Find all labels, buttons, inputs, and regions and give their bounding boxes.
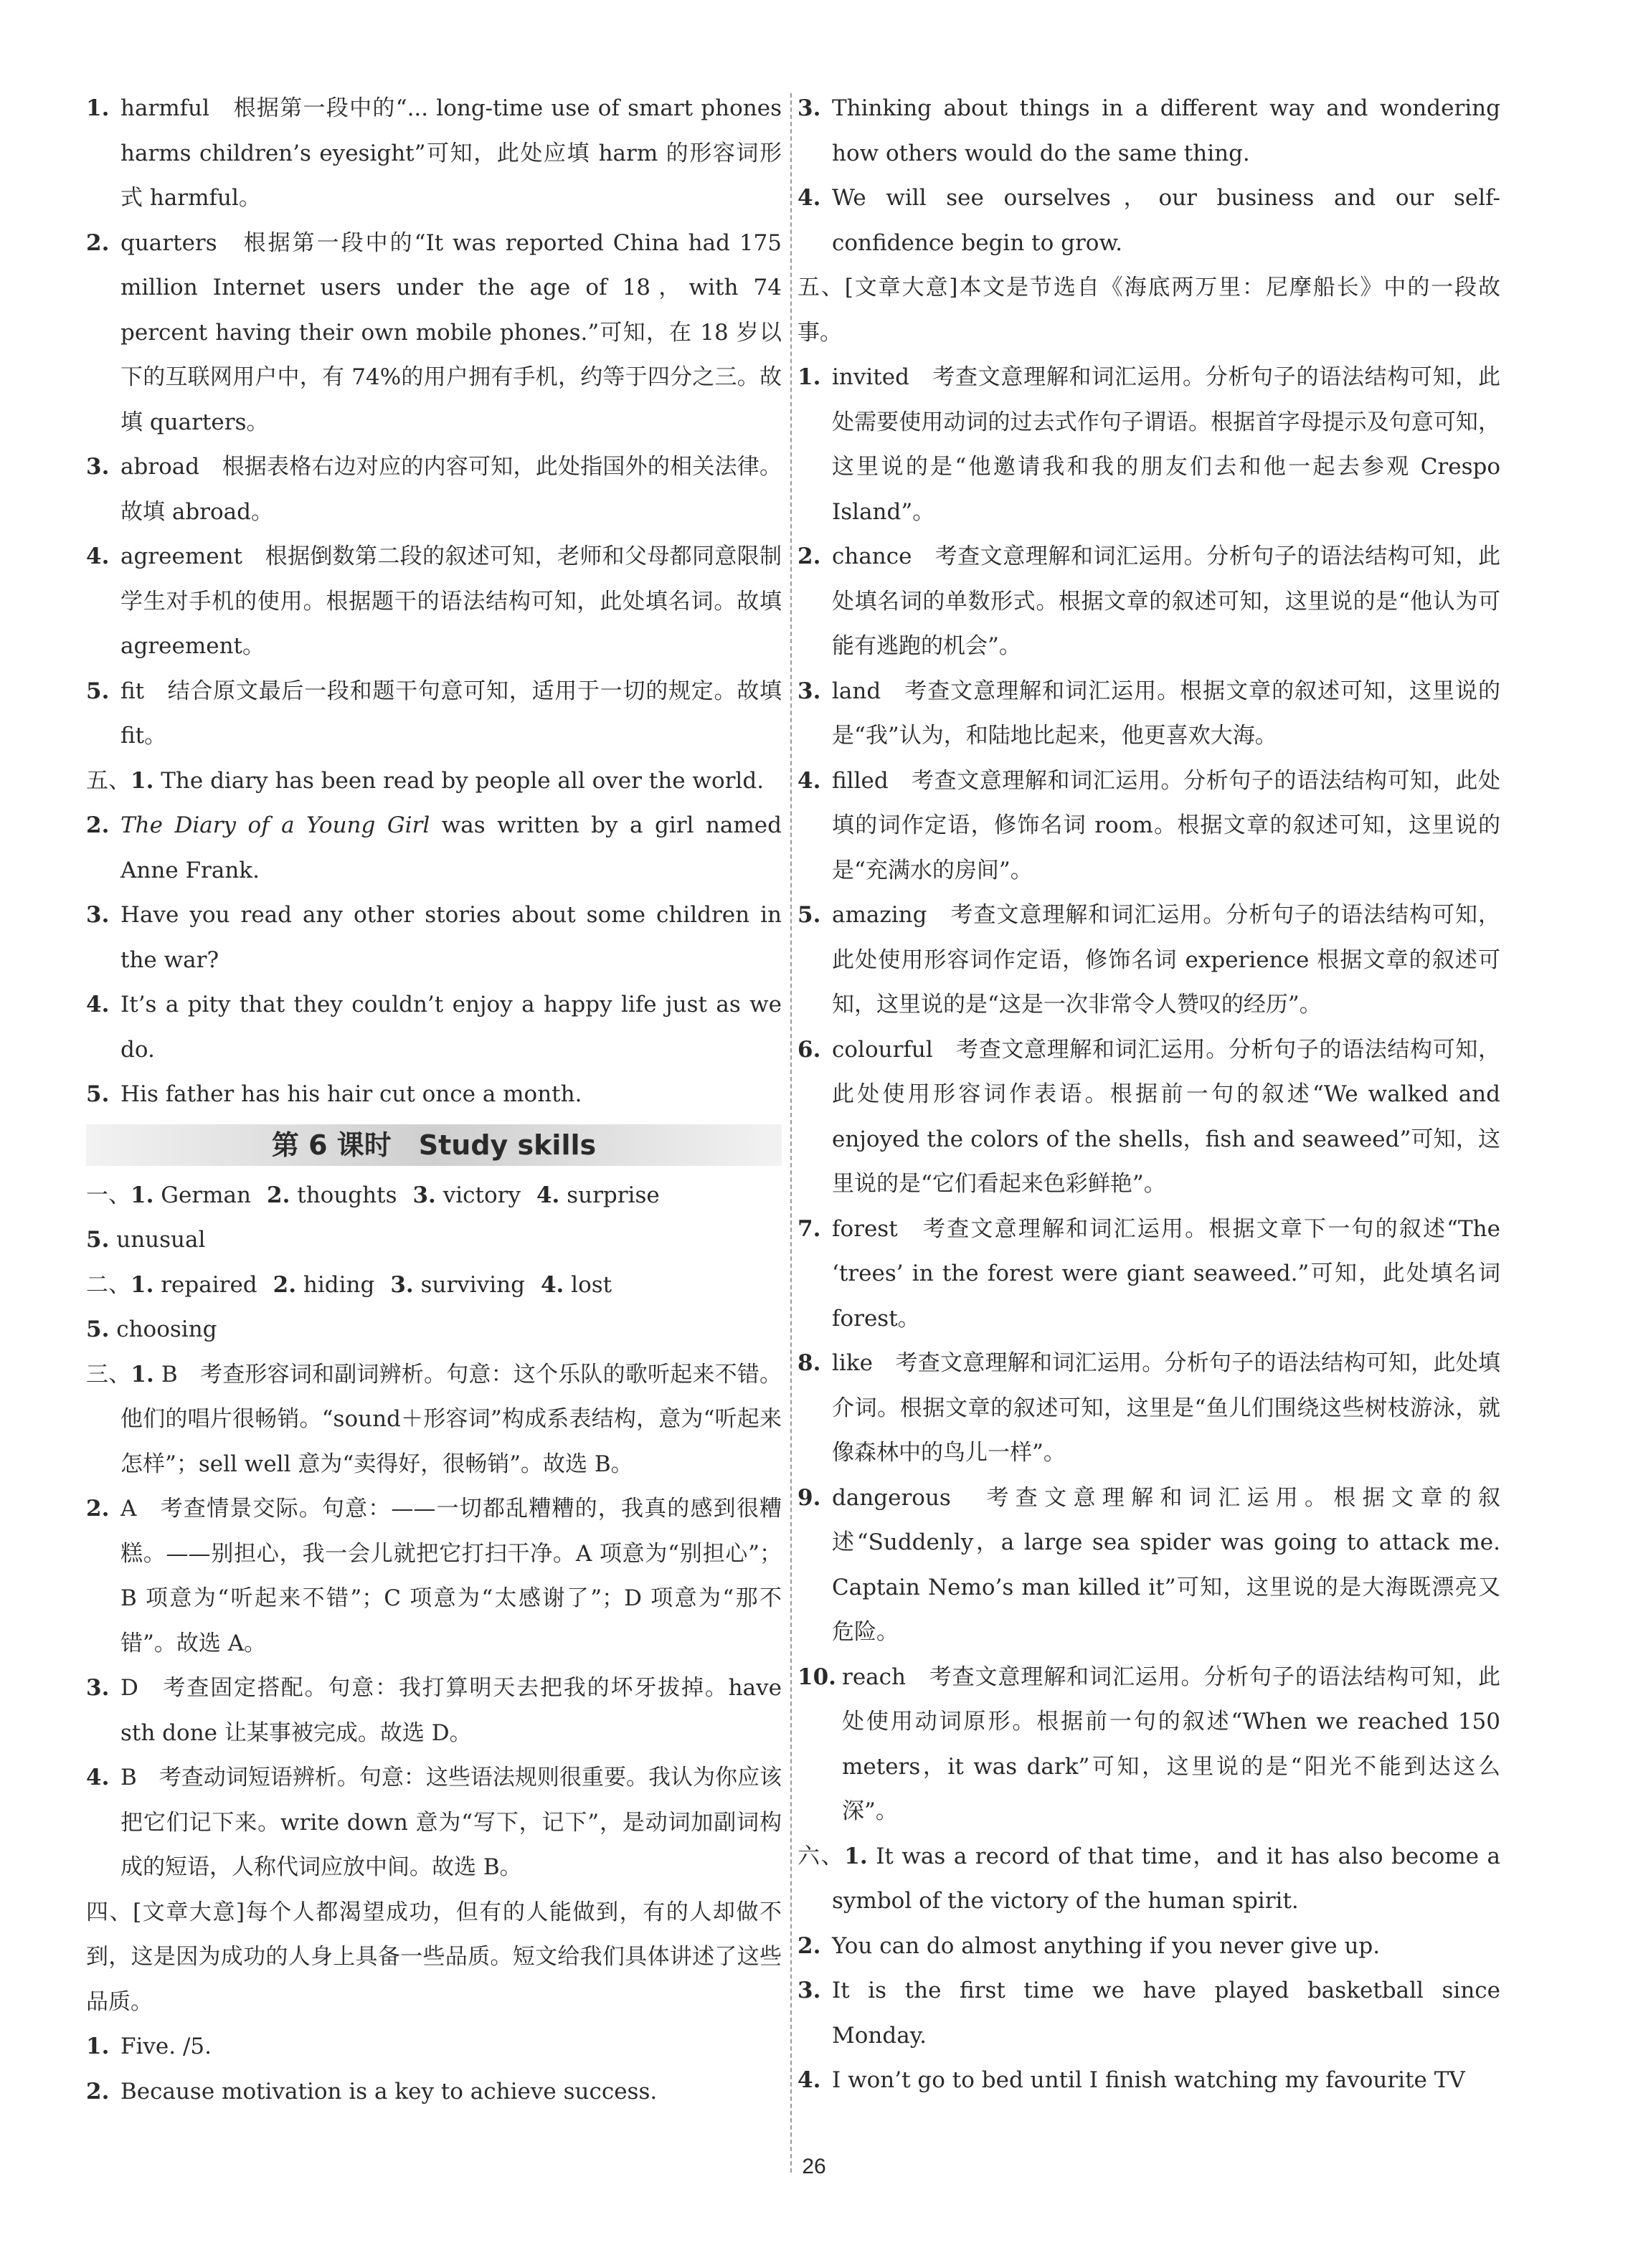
answer-item: 5. His father has his hair cut once a month. (86, 1081, 582, 1107)
section-five-first: 五、1. The diary has been read by people all over the world. (86, 767, 765, 794)
answer-item: 2. chance 考查文意理解和词汇运用。分析句子的语法结构可知，此处填名词的单数形式。根据文章的叙述可知，这里说的是“他认为可能有逃跑的机会”。 (798, 544, 1500, 659)
answer-item: 7. forest 考查文意理解和词汇运用。根据文章下一句的叙述“The ‘trees’ in the forest were giant seaweed.”可知，此处填名词 forest。 (798, 1215, 1500, 1332)
section-five-intro: 五、[文章大意]本文是节选自《海底两万里：尼摩船长》中的一段故事。 (798, 275, 1500, 346)
answer-item: 2. Because motivation is a key to achieve success. (86, 2078, 658, 2105)
answer-item: 6. colourful 考查文意理解和词汇运用。分析句子的语法结构可知，此处使用形容词作表语。根据前一句的叙述“We walked and enjoyed the colors of the shells，fish and seaweed”可知，这里说的是“它们看起来色彩鲜艳”。 (798, 1036, 1500, 1197)
answer-item: 3. It is the first time we have played basketball since Monday. (798, 1978, 1500, 2049)
answer-item: 3. D 考查固定搭配。句意：我打算明天去把我的坏牙拔掉。have sth done 让某事被完成。故选 D。 (86, 1675, 782, 1746)
answer-item: 4. agreement 根据倒数第二段的叙述可知，老师和父母都同意限制学生对手机的使用。根据题干的语法结构可知，此处填名词。故填 agreement。 (86, 544, 782, 659)
column-divider (790, 93, 792, 2173)
answer-item: 5. amazing 考查文意理解和词汇运用。分析句子的语法结构可知，此处使用形容词作定语，修饰名词 experience 根据文章的叙述可知，这里说的是“这是一次非常令人赞叹的经历”。 (798, 902, 1500, 1017)
answer-item: 2. quarters 根据第一段中的“It was reported China had 175 million Internet users under the age of 18，with 74 percent having their own mobile phones.”可知，在 18 岁以下的互联网用户中，有 74%的用户拥有手机，约等于四分之三。故填 quarters。 (86, 229, 782, 435)
answer-item: 3. abroad 根据表格右边对应的内容可知，此处指国外的相关法律。故填 abroad。 (86, 454, 782, 525)
section-four-intro: 四、[文章大意]每个人都渴望成功，但有的人能做到，有的人却做不到，这是因为成功的人身上具备一些品质。短文给我们具体讲述了这些品质。 (86, 1899, 782, 2015)
answer-item: 2. The Diary of a Young Girl was written by a girl named Anne Frank. (86, 812, 782, 883)
left-column (86, 86, 782, 2114)
answer-item: 9. dangerous 考查文意理解和词汇运用。根据文章的叙述“Suddenly，a large sea spider was going to attack me. Captain Nemo’s man killed it”可知，这里说的是大海既漂亮又危险。 (798, 1484, 1500, 1645)
page-number: 26 (802, 2155, 826, 2178)
section-six-first: 六、1. It was a record of that time，and it has also become a symbol of the victory of the human spirit. (798, 1843, 1501, 1914)
answer-item: 2. You can do almost anything if you never give up. (798, 1932, 1381, 1959)
answer-item: 4. We will see ourselves，our business and our self-confidence begin to grow. (798, 185, 1500, 256)
answer-item: 1. harmful 根据第一段中的“... long-time use of smart phones harms children’s eyesight”可知，此处应填 harm 的形容词形式 harmful。 (86, 95, 782, 211)
answer-item: 8. like 考查文意理解和词汇运用。分析句子的语法结构可知，此处填介词。根据文章的叙述可知，这里是“鱼儿们围绕这些树枝游泳，就像森林中的鸟儿一样”。 (798, 1350, 1500, 1466)
lesson-title: 第 6 课时 Study skills (86, 1124, 782, 1166)
answer-item: 4. filled 考查文意理解和词汇运用。分析句子的语法结构可知，此处填的词作定语，修饰名词 room。根据文章的叙述可知，这里说的是“充满水的房间”。 (798, 767, 1500, 883)
section-one-row: 一、1. German 2. thoughts 3. victory 4. surprise (86, 1182, 660, 1208)
right-column (798, 86, 1500, 2103)
answer-item: 3. Have you read any other stories about some children in the war? (86, 902, 782, 973)
section-two-row: 二、1. repaired 2. hiding 3. surviving 4. lost (86, 1271, 612, 1298)
answer-item: 1. invited 考查文意理解和词汇运用。分析句子的语法结构可知，此处需要使用动词的过去式作句子谓语。根据首字母提示及句意可知，这里说的是“他邀请我和我的朋友们去和他一起去参观 Crespo Island”。 (798, 364, 1500, 525)
answer-item: 4. It’s a pity that they couldn’t enjoy a happy life just as we do. (86, 992, 782, 1063)
answer-item: 3. land 考查文意理解和词汇运用。根据文章的叙述可知，这里说的是“我”认为，和陆地比起来，他更喜欢大海。 (798, 678, 1501, 749)
section-one-row: 5. unusual (86, 1227, 206, 1253)
answer-item: 4. B 考查动词短语辨析。句意：这些语法规则很重要。我认为你应该把它们记下来。write down 意为“写下，记下”，是动词加副词构成的短语，人称代词应放中间。故选 B。 (86, 1765, 782, 1880)
answer-item: 10. reach 考查文意理解和词汇运用。分析句子的语法结构可知，此处使用动词原形。根据前一句的叙述“When we reached 150 meters，it was dark”可知，这里说的是“阳光不能到达这么深”。 (798, 1664, 1500, 1824)
answer-item: 1. Five. /5. (86, 2034, 212, 2059)
section-three-first: 三、1. B 考查形容词和副词辨析。句意：这个乐队的歌听起来不错。他们的唱片很畅销。“sound＋形容词”构成系表结构，意为“听起来怎样”；sell well 意为“卖得好，很畅销”。故选 B。 (86, 1361, 782, 1477)
answer-item: 4. I won’t go to bed until I finish watching my favourite TV (798, 2067, 1465, 2093)
answer-item: 5. fit 结合原文最后一段和题干句意可知，适用于一切的规定。故填 fit。 (86, 678, 782, 749)
answer-item: 2. A 考查情景交际。句意：——一切都乱糟糟的，我真的感到很糟糕。——别担心，我一会儿就把它打扫干净。A 项意为“别担心”；B 项意为“听起来不错”；C 项意为“太感谢了”；D 项意为“那不错”。故选 A。 (86, 1496, 782, 1656)
answer-item: 3. Thinking about things in a different way and wondering how others would do the same thing. (798, 95, 1500, 166)
section-two-row: 5. choosing (86, 1316, 217, 1342)
